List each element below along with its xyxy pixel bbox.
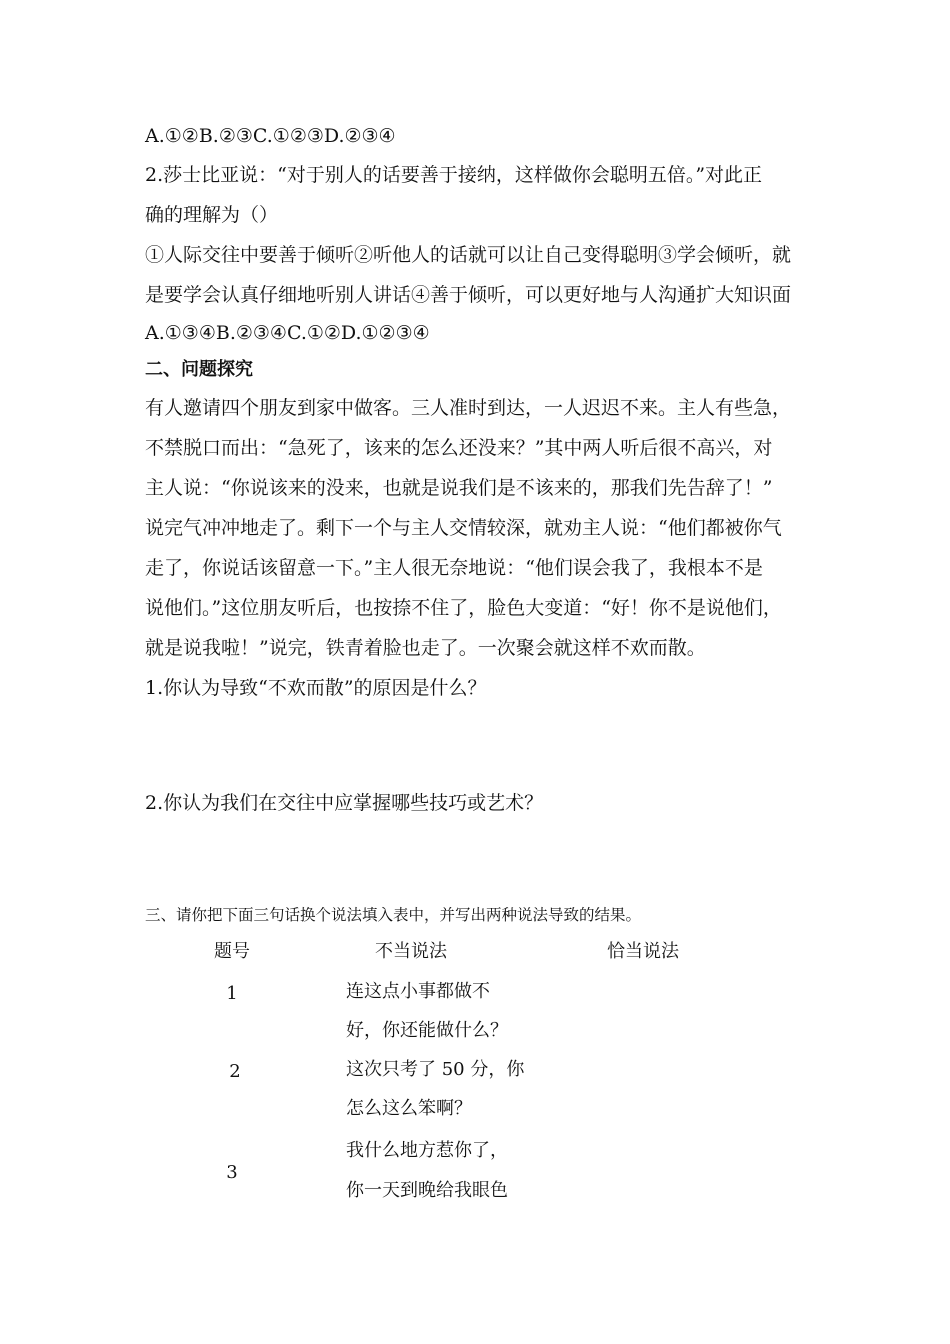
table-row-number: 2 [229,1061,241,1082]
story-line: 主人说：“你说该来的没来，也就是说我们是不该来的，那我们先告辞了！” [145,477,773,499]
table-cell-improper: 我什么地方惹你了， [346,1140,508,1161]
story-line: 就是说我啦！”说完，铁青着脸也走了。一次聚会就这样不欢而散。 [145,637,706,659]
q2-text-line2: 确的理解为（） [145,204,279,226]
story-line: 不禁脱口而出：“急死了，该来的怎么还没来？”其中两人听后很不高兴，对 [145,437,773,459]
q2-text-line1: 2.莎士比亚说：“对于别人的话要善于接纳，这样做你会聪明五倍。”对此正 [145,164,763,186]
story-line: 说完气冲冲地走了。剩下一个与主人交情较深，就劝主人说：“他们都被你气 [145,517,782,539]
q1-options: A.①②B.②③C.①②③D.②③④ [145,125,396,147]
table-cell-improper: 这次只考了 50 分，你 [346,1059,525,1080]
table-cell-improper: 好，你还能做什么？ [346,1020,508,1041]
section3-instruction: 三、请你把下面三句话换个说法填入表中，并写出两种说法导致的结果。 [145,906,642,924]
table-header-number: 题号 [214,941,250,962]
table-header-proper: 恰当说法 [607,941,679,962]
story-line: 走了，你说话该留意一下。”主人很无奈地说：“他们误会我了，我根本不是 [145,557,763,579]
table-cell-improper: 怎么这么笨啊？ [346,1098,472,1119]
q2-options: A.①③④B.②③④C.①②D.①②③④ [145,322,430,344]
table-header-improper: 不当说法 [375,941,447,962]
story-line: 有人邀请四个朋友到家中做客。三人准时到达，一人迟迟不来。主人有些急， [145,397,792,419]
section-heading-inquiry: 二、问题探究 [145,359,253,380]
inquiry-question-1: 1.你认为导致“不欢而散”的原因是什么？ [145,677,487,699]
table-cell-improper: 连这点小事都做不 [346,981,490,1002]
table-row-number: 3 [226,1162,238,1183]
story-line: 说他们。”这位朋友听后，也按捺不住了，脸色大变道：“好！你不是说他们， [145,597,782,619]
table-row-number: 1 [226,983,238,1004]
q2-statements-line1: ①人际交往中要善于倾听②听他人的话就可以让自己变得聪明③学会倾听，就 [145,244,792,266]
table-cell-improper: 你一天到晚给我眼色 [346,1180,508,1201]
q2-statements-line2: 是要学会认真仔细地听别人讲话④善于倾听，可以更好地与人沟通扩大知识面 [145,284,792,306]
inquiry-question-2: 2.你认为我们在交往中应掌握哪些技巧或艺术？ [145,792,544,814]
